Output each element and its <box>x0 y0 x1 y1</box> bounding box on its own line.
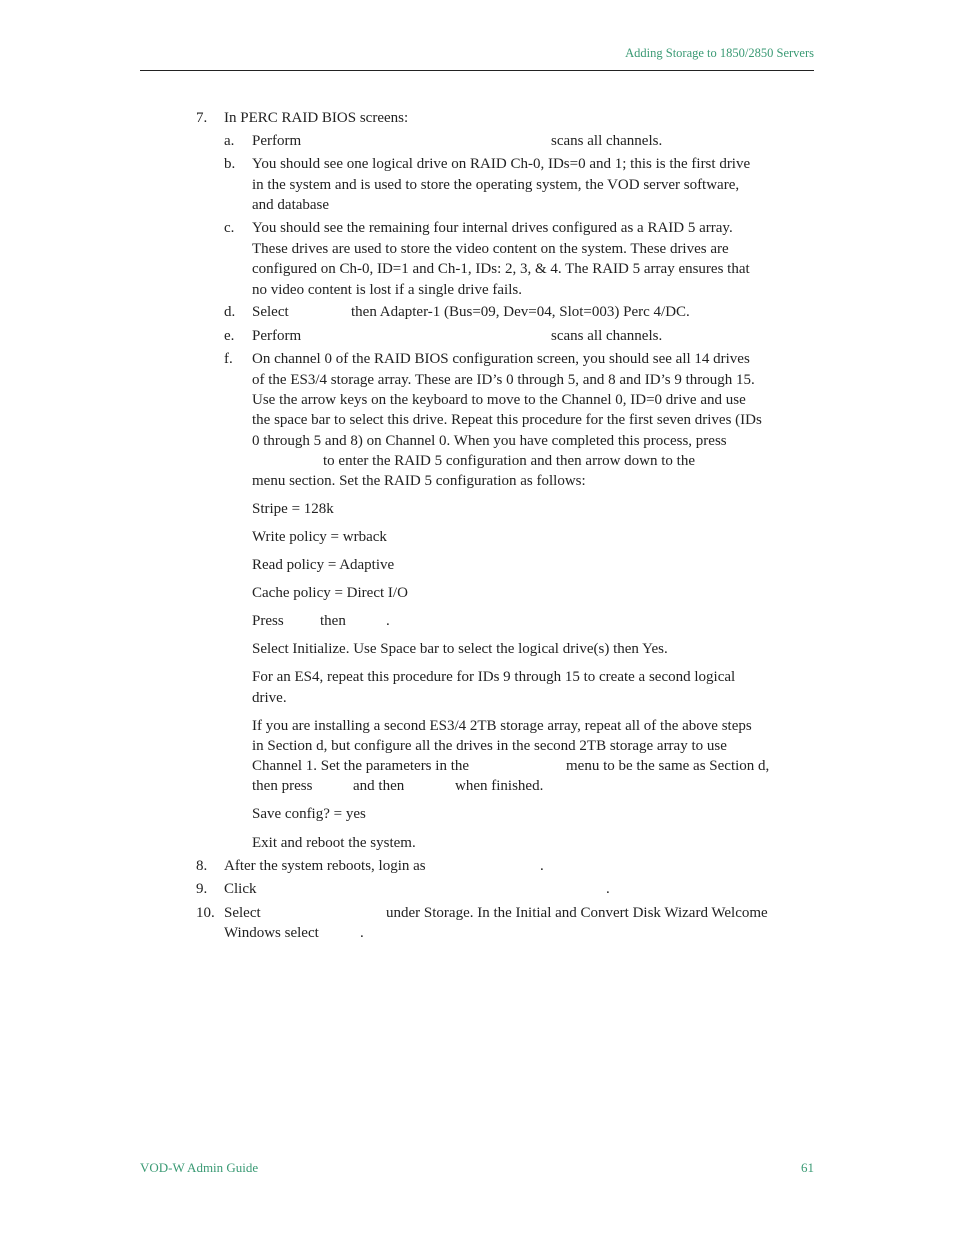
substep-letter: a. <box>224 133 235 149</box>
substep-text: no video content is lost if a single drive fails. <box>252 282 522 298</box>
step-text: . <box>540 858 544 874</box>
config-line: Stripe = 128k <box>252 501 334 517</box>
step-text: . <box>360 925 364 941</box>
substep-text: Perform <box>252 328 302 344</box>
substep-text: You should see the remaining four internal drives configured as a RAID 5 array. <box>252 220 733 236</box>
paragraph-line: Select Initialize. Use Space bar to select the logical drive(s) then Yes. <box>252 641 668 657</box>
step-number: 8. <box>196 858 208 874</box>
substep-text: 0 through 5 and 8) on Channel 0. When you have completed this process, press <box>252 433 727 449</box>
step-number: 10. <box>196 905 215 921</box>
step-text: In PERC RAID BIOS screens: <box>224 110 409 126</box>
config-line: Press <box>252 613 284 629</box>
step-text: under Storage. In the Initial and Convert Disk Wizard Welcome <box>386 905 768 921</box>
substep-text: You should see one logical drive on RAID Ch-0, IDs=0 and 1; this is the first drive <box>252 156 751 172</box>
substep-text: of the ES3/4 storage array. These are ID’s 0 through 5, and 8 and ID’s 9 through 15. <box>252 372 755 388</box>
page-number: 61 <box>801 1160 814 1175</box>
substep-text: in the system and is used to store the operating system, the VOD server software, <box>252 177 740 193</box>
substep-text: These drives are used to store the video content on the system. These drives are <box>252 241 729 257</box>
substep-text: and database <box>252 197 330 213</box>
substep-text: scans all channels. <box>551 133 663 149</box>
paragraph-line: drive. <box>252 690 287 706</box>
config-line: Save config? = yes <box>252 806 366 822</box>
step-text: . <box>606 881 610 897</box>
paragraph-line: menu to be the same as Section d, <box>566 758 770 774</box>
paragraph-line: For an ES4, repeat this procedure for IDs 9 through 15 to create a second logical <box>252 669 736 685</box>
step-number: 9. <box>196 881 208 897</box>
step-text: Select <box>224 905 261 921</box>
substep-text: On channel 0 of the RAID BIOS configuration screen, you should see all 14 drives <box>252 351 750 367</box>
paragraph-line: Channel 1. Set the parameters in the <box>252 758 470 774</box>
substep-text: the space bar to select this drive. Repeat this procedure for the first seven drives (IDs <box>252 412 762 428</box>
substep-text: to enter the RAID 5 configuration and then arrow down to the <box>323 453 695 469</box>
substep-text: Select <box>252 304 289 320</box>
substep-letter: b. <box>224 156 236 172</box>
substep-letter: e. <box>224 328 235 344</box>
step-text: Click <box>224 881 257 897</box>
paragraph-line: when finished. <box>455 778 544 794</box>
substep-text: Perform <box>252 133 302 149</box>
substep-text: configured on Ch-0, ID=1 and Ch-1, IDs: 2, 3, & 4. The RAID 5 array ensures that <box>252 261 750 277</box>
paragraph-line: Exit and reboot the system. <box>252 835 416 851</box>
substep-text: Use the arrow keys on the keyboard to move to the Channel 0, ID=0 drive and use <box>252 392 746 408</box>
substep-letter: c. <box>224 220 235 236</box>
config-line: Read policy = Adaptive <box>252 557 395 573</box>
paragraph-line: then press <box>252 778 313 794</box>
paragraph-line: in Section d, but configure all the drives in the second 2TB storage array to use <box>252 738 727 754</box>
substep-text: menu section. Set the RAID 5 configuration as follows: <box>252 473 586 489</box>
substep-letter: f. <box>224 351 233 367</box>
step-number: 7. <box>196 110 208 126</box>
substep-letter: d. <box>224 304 236 320</box>
substep-text: scans all channels. <box>551 328 663 344</box>
paragraph-line: and then <box>353 778 405 794</box>
step-text: After the system reboots, login as <box>224 858 426 874</box>
config-line: then <box>320 613 346 629</box>
step-text: Windows select <box>224 925 319 941</box>
running-header: Adding Storage to 1850/2850 Servers <box>625 46 814 60</box>
config-line: Write policy = wrback <box>252 529 387 545</box>
substep-text: then Adapter-1 (Bus=09, Dev=04, Slot=003) Perc 4/DC. <box>351 304 690 320</box>
config-line: Cache policy = Direct I/O <box>252 585 408 601</box>
footer-guide-title: VOD-W Admin Guide <box>140 1160 259 1175</box>
config-line: . <box>386 613 390 629</box>
paragraph-line: If you are installing a second ES3/4 2TB storage array, repeat all of the above steps <box>252 718 752 734</box>
